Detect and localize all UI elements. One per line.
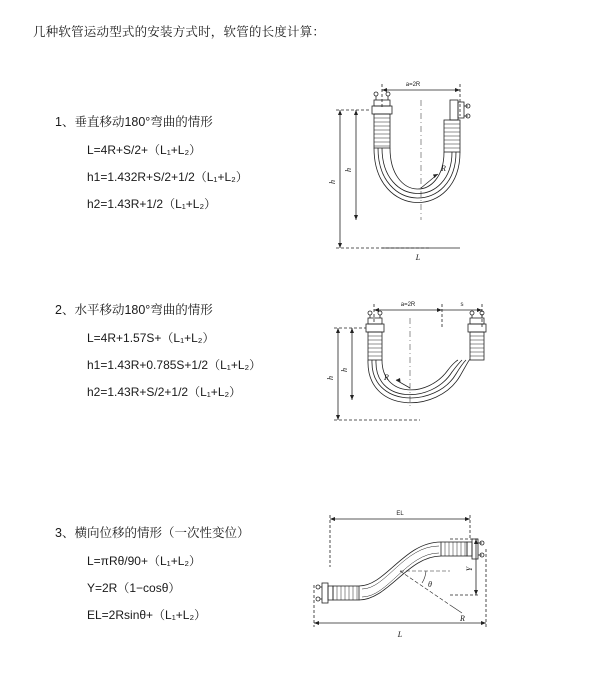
dim-h-sec2: h [326, 376, 335, 380]
dim-r: R [441, 164, 446, 173]
section-1-formula-3: h2=1.43R+1/2（L₁+L₂） [87, 197, 217, 211]
figure-horizontal-180 [310, 288, 500, 448]
dim-theta: θ [428, 580, 432, 589]
figure-vertical-180 [310, 70, 500, 270]
dim-r-sec3: R [460, 614, 465, 623]
dim-h2-sec2: h [340, 368, 349, 372]
section-3-title: 3、横向位移的情形（一次性变位） [55, 526, 250, 540]
dim-h2: h [344, 168, 353, 172]
figure-lateral-offset [300, 505, 500, 645]
section-lateral-offset [55, 523, 249, 633]
dim-s: s [460, 302, 464, 308]
section-1-title: 1、垂直移动180°弯曲的情形 [55, 115, 213, 129]
dim-y: Y [465, 566, 474, 572]
section-2-formula-1: L=4R+1.57S+（L₁+L₂） [87, 331, 215, 345]
dim-l: L [415, 253, 421, 262]
section-3-formula-1: L=πRθ/90+（L₁+L₂） [87, 554, 202, 568]
page-title: 几种软管运动型式的安装方式时，软管的长度计算： [33, 25, 326, 39]
section-2-title: 2、水平移动180°弯曲的情形 [55, 303, 213, 317]
section-3-formula-2: Y=2R（1−cosθ） [87, 581, 181, 595]
dim-h: h [328, 180, 337, 184]
section-horizontal-180 [55, 300, 261, 410]
dim-l-sec3: L [397, 630, 403, 639]
section-1-formula-1: L=4R+S/2+（L₁+L₂） [87, 143, 202, 157]
dim-r-sec2: R [384, 373, 389, 382]
section-3-formula-3: EL=2Rsinθ+（L₁+L₂） [87, 608, 207, 622]
dim-a-2r: a=2R [405, 82, 421, 88]
section-2-formula-2: h1=1.43R+0.785S+1/2（L₁+L₂） [87, 358, 262, 372]
section-2-formula-3: h2=1.43R+S/2+1/2（L₁+L₂） [87, 385, 242, 399]
dim-a-2r-2: a=2R [400, 302, 416, 308]
section-vertical-180 [55, 112, 248, 222]
section-1-formula-2: h1=1.432R+S/2+1/2（L₁+L₂） [87, 170, 248, 184]
dim-el: EL [396, 511, 404, 517]
